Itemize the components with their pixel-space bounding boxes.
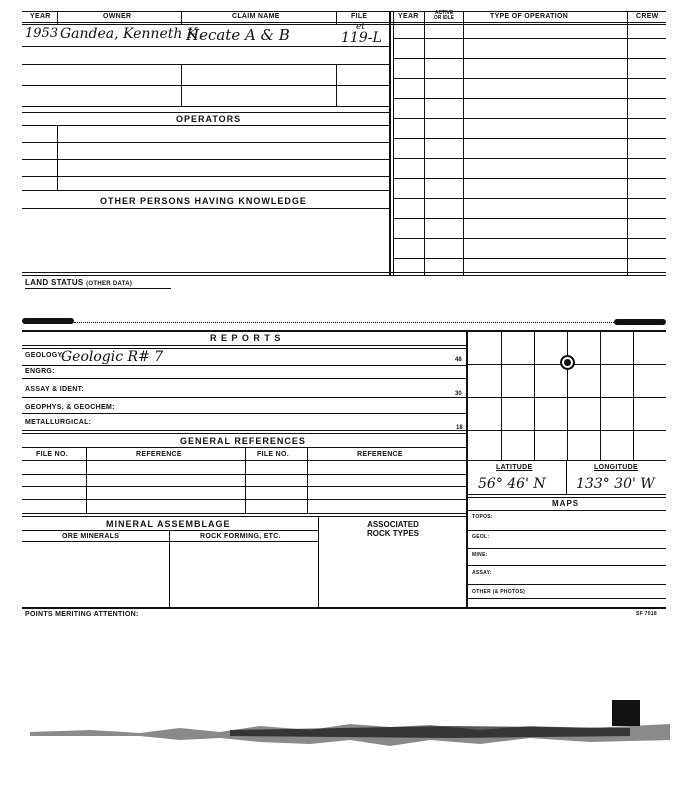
mineral-assemblage-heading: MINERAL ASSEMBLAGE	[106, 519, 231, 529]
general-references-heading: GENERAL REFERENCES	[180, 436, 306, 446]
longitude-value: 133° 30' W	[576, 476, 655, 492]
maps-mine: MINE:	[472, 552, 488, 558]
header-claim-name: CLAIM NAME	[232, 13, 280, 20]
assoc-line-2: ROCK TYPES	[366, 529, 419, 538]
geology-label: GEOLOGY:	[25, 352, 65, 359]
metallurgical-label: METALLURGICAL:	[25, 419, 92, 426]
assay-label: ASSAY & IDENT:	[25, 386, 85, 393]
maps-other: OTHER (& PHOTOS)	[472, 589, 526, 595]
longitude-label: LONGITUDE	[594, 464, 638, 471]
header-active-or-idle	[425, 11, 463, 21]
maps-geol: GEOL:	[472, 534, 490, 540]
ref-reference-2: REFERENCE	[357, 451, 403, 458]
header-crew: CREW	[636, 13, 659, 20]
geology-value: Geologic R# 7	[61, 349, 164, 365]
num-18: 18	[456, 425, 463, 431]
points-meriting-attention: POINTS MERITING ATTENTION:	[25, 611, 139, 618]
location-marker-icon	[560, 355, 575, 370]
row-year: 1953	[25, 26, 59, 41]
num-30: 30	[455, 391, 462, 397]
form-number: SF 7018	[636, 611, 658, 617]
header-or-idle: OR IDLE	[433, 15, 455, 21]
land-status-label	[25, 278, 132, 287]
scan-mark-right	[614, 319, 666, 325]
maps-heading: MAPS	[552, 499, 580, 508]
associated-rock-types	[330, 520, 456, 538]
header-type-of-operation: TYPE OF OPERATION	[490, 13, 569, 20]
scan-mark-left	[22, 318, 74, 324]
ref-file-no-2: FILE NO.	[257, 451, 289, 458]
row-file-top: et	[356, 22, 365, 32]
ref-reference-1: REFERENCE	[136, 451, 182, 458]
num-48: 48	[455, 357, 462, 363]
geophys-label: GEOPHYS. & GEOCHEM:	[25, 404, 115, 411]
latitude-value: 56° 46' N	[478, 476, 546, 492]
maps-assay: ASSAY:	[472, 570, 492, 576]
header-active: ACTIVE	[434, 10, 454, 16]
row-claim-name: Hecate A & B	[186, 26, 290, 44]
maps-topos: TOPOS:	[472, 514, 493, 520]
latitude-label: LATITUDE	[496, 464, 533, 471]
operators-heading: OPERATORS	[176, 114, 242, 124]
header-year-2: YEAR	[398, 13, 419, 20]
reports-heading: R E P O R T S	[210, 333, 282, 343]
header-file: FILE	[351, 13, 368, 20]
other-persons-heading: OTHER PERSONS HAVING KNOWLEDGE	[100, 196, 307, 206]
row-owner: Gandea, Kenneth K	[60, 26, 198, 42]
engrg-label: ENGRG:	[25, 368, 55, 375]
land-status-sub: (OTHER DATA)	[86, 281, 133, 287]
assoc-line-1: ASSOCIATED	[367, 520, 419, 529]
rock-forming-label: ROCK FORMING, ETC.	[200, 533, 281, 540]
header-year: YEAR	[30, 13, 51, 20]
header-owner: OWNER	[103, 13, 132, 20]
ref-file-no-1: FILE NO.	[36, 451, 68, 458]
ore-minerals-label: ORE MINERALS	[62, 533, 120, 540]
land-status-text: LAND STATUS	[25, 278, 84, 287]
row-file: 119-L	[341, 30, 382, 46]
